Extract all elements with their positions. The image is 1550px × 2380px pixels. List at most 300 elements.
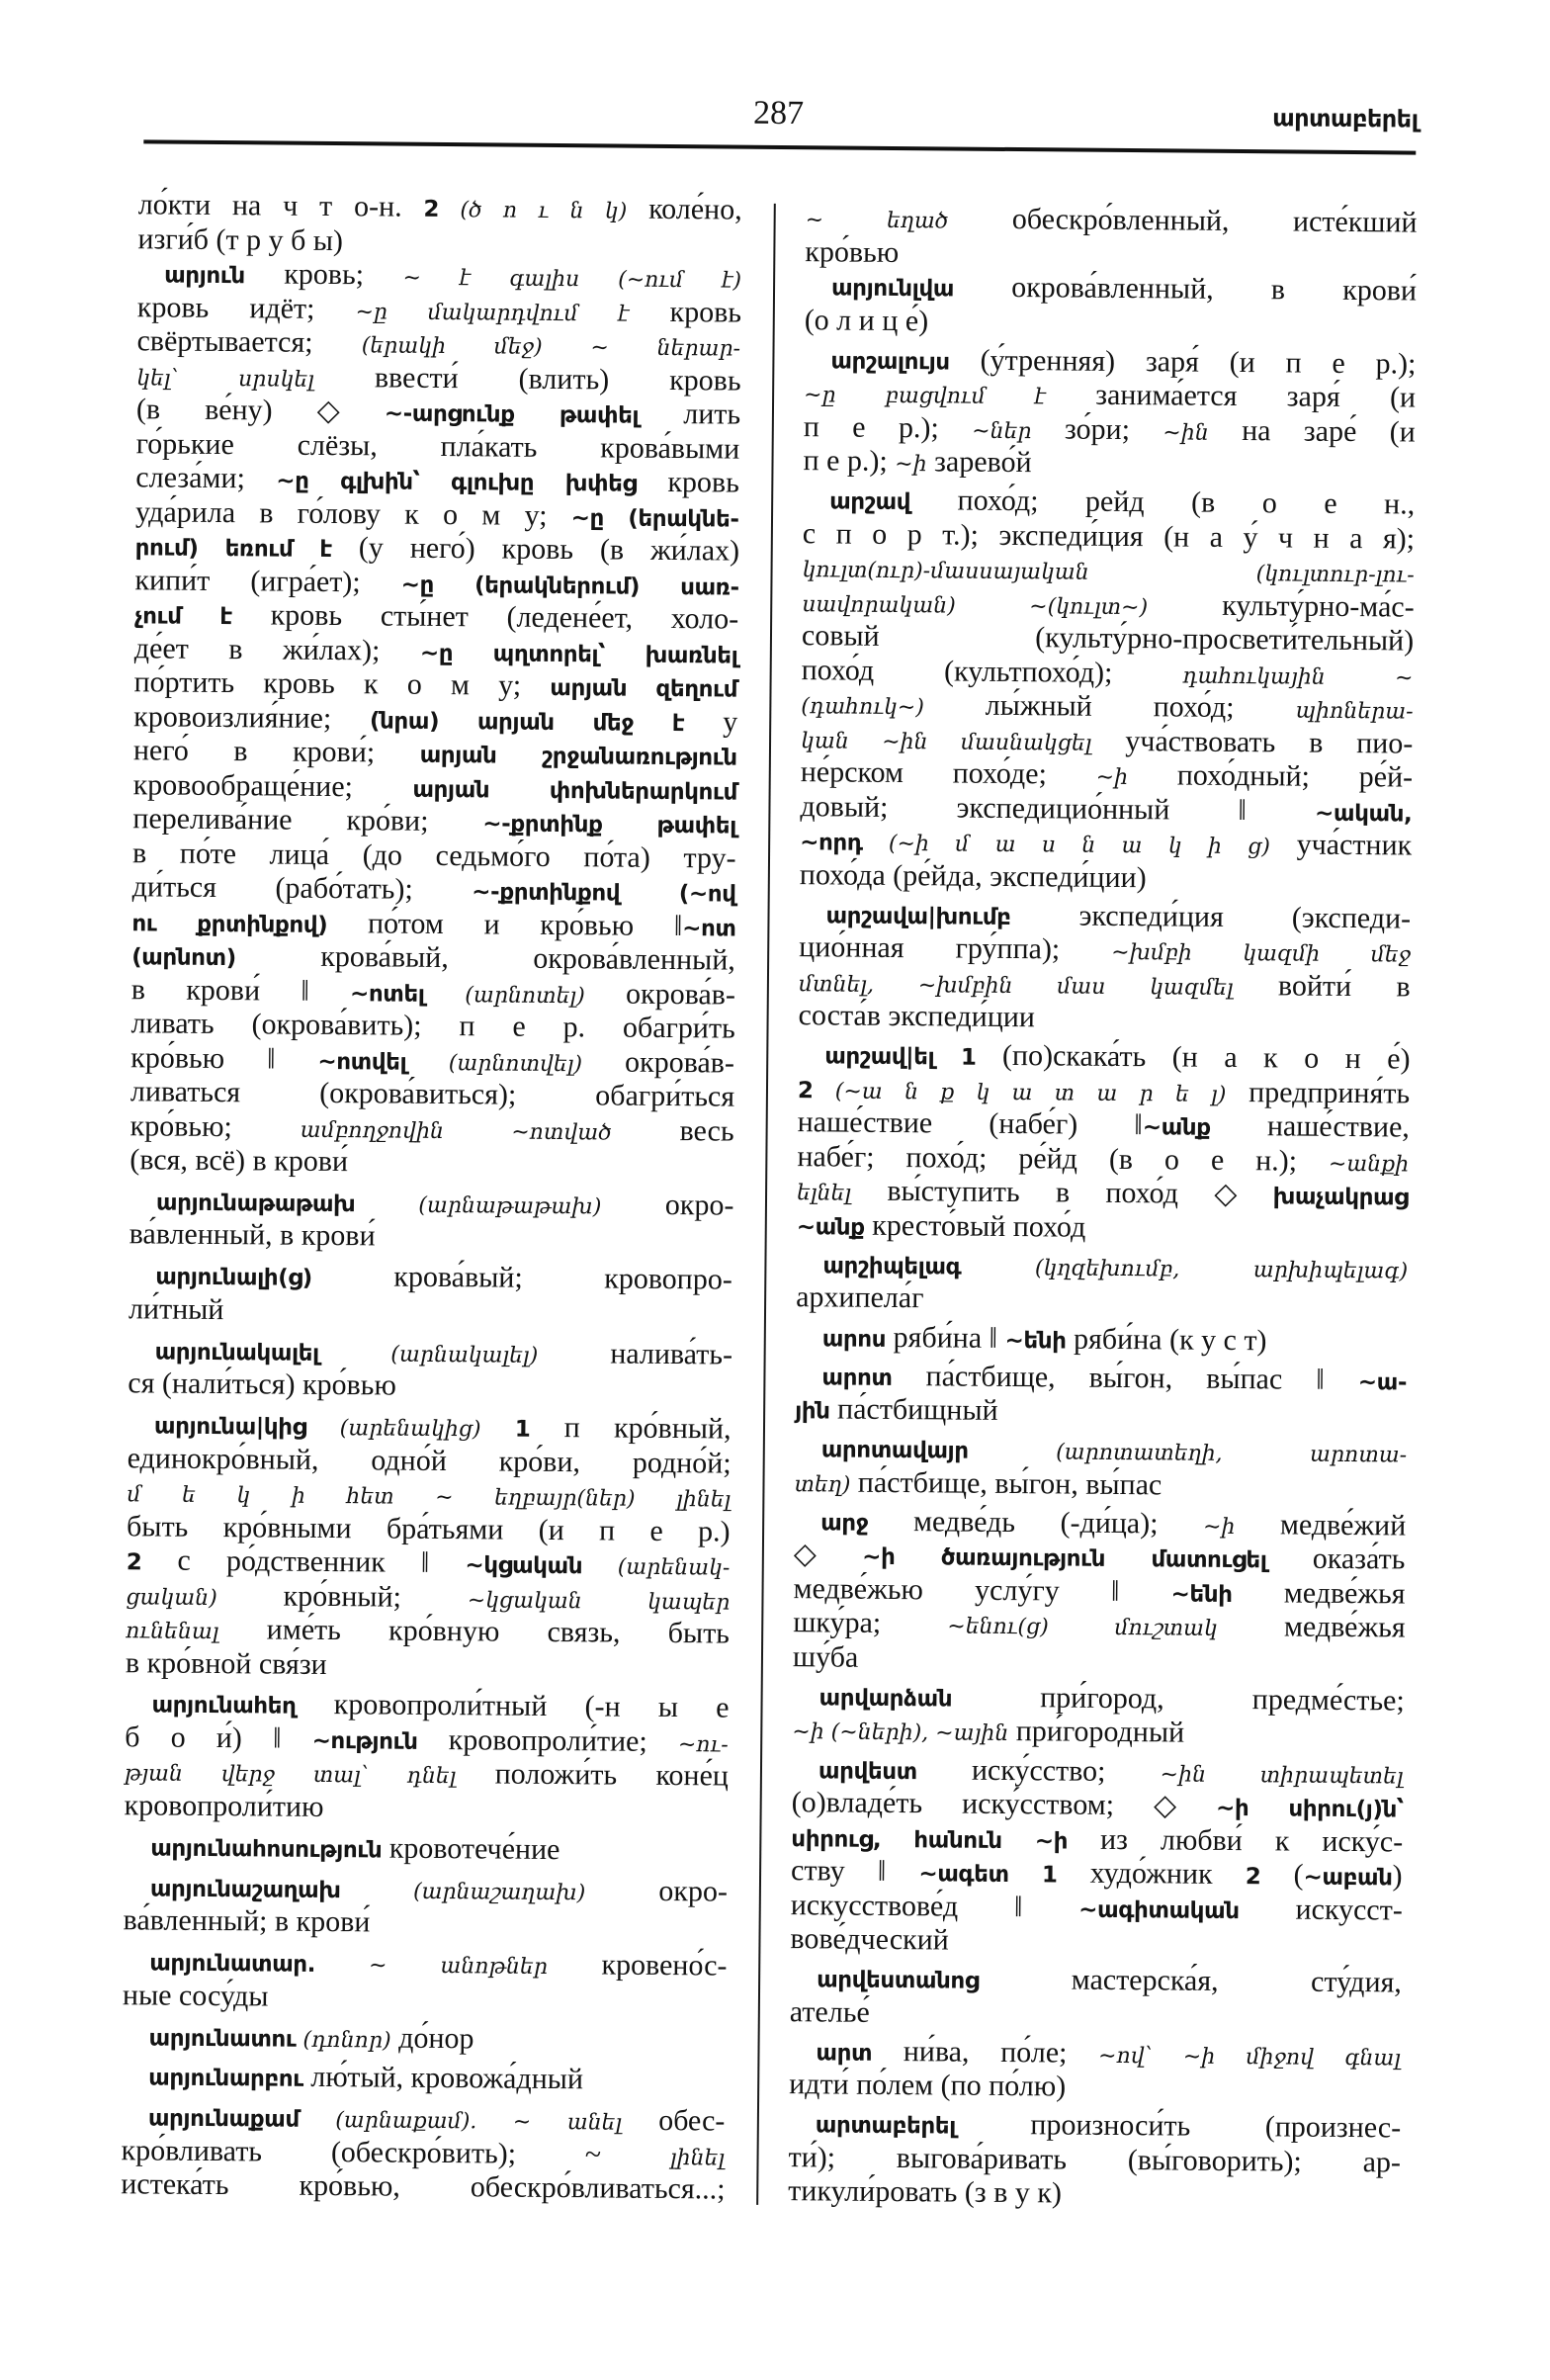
dictionary-entry (123, 1870, 728, 1943)
russian-translation: похо́д (культпохо́д); (801, 653, 1183, 690)
line-text (805, 235, 899, 270)
russian-translation: вы́ступить в похо́д ◇ (850, 1174, 1273, 1211)
russian-translation: ся (нали́ться) кро́вью (128, 1366, 397, 1402)
line-text (793, 1606, 1406, 1648)
entry-line (131, 938, 735, 978)
entry-line (136, 427, 740, 467)
entry-line (135, 529, 739, 569)
russian-translation: кровопроли́тию (124, 1789, 324, 1823)
entry-line (789, 2106, 1401, 2146)
page-number: 287 (752, 94, 805, 132)
russian-translation: медве́жья (1217, 1610, 1406, 1644)
entry-line (802, 585, 1414, 625)
russian-translation: в кро́вной свя́зи (125, 1645, 327, 1681)
entry-line (791, 1854, 1403, 1894)
russian-translation: шу́ба (792, 1639, 859, 1674)
armenian-phrase-bold: սիրուց, հանուն ~ի (791, 1825, 1069, 1855)
line-text (797, 1208, 1086, 1247)
dictionary-entry (124, 1829, 728, 1869)
line-text (793, 1640, 859, 1675)
russian-translation: кровено́с- (547, 1948, 728, 1983)
dictionary-entry (796, 1320, 1408, 1360)
russian-translation: ( (1260, 1858, 1304, 1892)
armenian-phrase-bold: ~ական, (1314, 800, 1413, 828)
russian-translation: искусствове́д ‖ (790, 1888, 1079, 1924)
armenian-phrase-italic: (արնաթաթախ) (355, 1192, 602, 1220)
entry-line (801, 687, 1413, 727)
entry-line (792, 1752, 1404, 1792)
armenian-phrase-italic: ~ի (~ների), ~ային (792, 1719, 1009, 1747)
line-text (798, 999, 1035, 1035)
headword: արյունալի(ց) (155, 1264, 312, 1292)
entry-line (804, 342, 1416, 382)
russian-translation: зо́ри; (1031, 411, 1163, 446)
headword: արյունակալել (154, 1339, 319, 1366)
dictionary-entry (796, 1247, 1409, 1320)
entry-line (136, 324, 740, 364)
armenian-phrase-italic: (դոնոր) (296, 2027, 391, 2054)
entry-line (127, 1510, 731, 1549)
entry-line (128, 1407, 732, 1447)
russian-translation: окро- (601, 1188, 734, 1222)
russian-translation: быть кро́вными бра́тьями (и п е р.) (126, 1509, 731, 1548)
dictionary-entry (792, 1679, 1405, 1752)
russian-translation: (у́тренняя) заря́ (и п е р.); (949, 343, 1417, 381)
armenian-phrase-bold: արյան զեղում (550, 674, 738, 703)
armenian-phrase-italic: ~ներ (972, 418, 1032, 444)
entry-line (797, 1175, 1409, 1214)
armenian-phrase-italic: (դահուկ~) (801, 694, 924, 721)
russian-translation: зарево́й (926, 445, 1032, 480)
line-text (126, 1646, 327, 1682)
russian-translation: не́рском похо́де; (800, 755, 1096, 791)
entry-line (126, 1578, 730, 1618)
line-text (123, 1979, 269, 2014)
headword: արյունատար. (149, 1950, 316, 1979)
armenian-phrase-italic: ~ եղած (805, 208, 949, 234)
armenian-phrase-bold: չում է (134, 603, 233, 631)
russian-translation: окрова́в- (584, 976, 736, 1012)
line-text (788, 2174, 1062, 2211)
dictionary-entry (123, 1944, 728, 2017)
armenian-phrase-italic: ~ է գալիս (~ում է) (402, 265, 742, 294)
russian-translation: ные сосу́ды (122, 1978, 269, 2013)
russian-translation: кро́вный; (216, 1578, 468, 1614)
armenian-phrase-italic: ~ը մակարդվում է (355, 299, 630, 327)
entry-line (131, 905, 735, 944)
russian-translation: архипела́г (796, 1280, 924, 1315)
line-text (150, 1829, 560, 1869)
entry-line (121, 2134, 725, 2173)
russian-translation: име́ть кро́вную связь, быть (218, 1613, 731, 1650)
armenian-phrase-bold: ~ոտվել (317, 1048, 407, 1076)
armenian-phrase-italic: ~ին տիրապետել (1160, 1761, 1404, 1790)
entry-line (802, 654, 1414, 693)
entry-line (129, 1184, 733, 1223)
russian-translation: похо́да (ре́йда, экспеди́ции) (799, 857, 1147, 894)
armenian-phrase-bold: ~-արցունք թափել (384, 400, 640, 429)
russian-translation: культу́рно-ма́с- (1148, 587, 1415, 624)
armenian-phrase-bold: ~-քրտինքով (~ով (472, 879, 736, 908)
russian-translation: (у него́) кровь (в жи́лах) (331, 531, 740, 568)
armenian-phrase-italic: ~ով՝ ~ի միջով գնալ (1098, 2043, 1402, 2071)
russian-translation: занима́ется заря́ (и (1045, 378, 1417, 414)
armenian-phrase-bold: 2 (1245, 1864, 1261, 1891)
entry-line (122, 2019, 726, 2059)
entry-line (801, 722, 1413, 761)
russian-translation: вове́дческий (790, 1922, 949, 1957)
entry-line (133, 700, 737, 740)
armenian-phrase-italic: կել՝ սրսկել (136, 365, 315, 393)
headword: արոտավայր (820, 1437, 969, 1464)
russian-translation: медве́жья (1232, 1575, 1406, 1611)
russian-translation: медве́дь (-ди́ца); (868, 1504, 1204, 1541)
line-text (148, 2019, 474, 2059)
dictionary-entry (790, 1752, 1404, 1962)
armenian-phrase-italic: կուլտ(ուր)-մասսայական (կուլտուր-լու- (802, 558, 1415, 588)
russian-translation: медве́жий (1235, 1507, 1407, 1543)
russian-translation: (о л и ц е́) (804, 303, 929, 337)
entry-line (134, 632, 738, 671)
column-divider (756, 204, 776, 2205)
russian-translation: ству ‖ (790, 1854, 919, 1889)
russian-translation: в по́те лица́ (до седьмо́го по́та) тру- (131, 836, 736, 875)
line-text (129, 1292, 224, 1327)
line-text (123, 1903, 370, 1940)
entry-line (799, 965, 1411, 1005)
russian-translation: соста́в экспеди́ции (798, 999, 1036, 1034)
russian-translation: уча́стник (1269, 828, 1413, 862)
armenian-phrase-italic: ~ին (1162, 419, 1209, 446)
headword: արվարձան (818, 1685, 953, 1713)
armenian-phrase-bold: արյան փոխներարկում (412, 776, 738, 806)
dictionary-entry (788, 2106, 1401, 2214)
armenian-phrase-italic: (երակի մեջ) ~ ներար- (361, 333, 741, 362)
armenian-phrase-bold: ~ը (երակնե- (570, 504, 739, 533)
entry-line (123, 1944, 727, 1983)
armenian-phrase-italic: (~ա ն ք կ ա տ ա ր ե լ) (813, 1079, 1227, 1107)
entry-line (800, 824, 1412, 863)
russian-translation: оказа́ть (1266, 1542, 1406, 1576)
armenian-phrase-italic: տեղ) (794, 1471, 851, 1498)
entry-line (122, 2100, 726, 2140)
line-text (802, 619, 1414, 659)
russian-translation: войти́ в (1233, 968, 1411, 1004)
entry-line (806, 201, 1418, 240)
armenian-phrase-bold: ~ագիտական (1078, 1896, 1240, 1924)
russian-translation: цио́нная гру́ппа); (799, 930, 1112, 967)
guide-word: արտաբերել (1272, 104, 1419, 133)
headword: արջ (820, 1510, 869, 1537)
russian-translation: единокро́вный, одно́й кро́ви, родно́й; (127, 1441, 732, 1480)
line-text (805, 304, 929, 339)
entry-line (131, 973, 735, 1013)
russian-translation: идти́ по́лем (по по́лю) (789, 2068, 1067, 2103)
armenian-phrase-italic: (արնակալել) (318, 1341, 539, 1368)
russian-translation: ввести́ (влить) кровь (313, 360, 741, 397)
entry-line (792, 1786, 1404, 1825)
russian-translation: из любви́ к иску́с- (1067, 1822, 1404, 1859)
entry-line (121, 2168, 725, 2208)
russian-translation: положи́ть коне́ц (456, 1757, 730, 1794)
entry-line (127, 1543, 731, 1583)
armenian-phrase-bold: 1 (480, 1416, 531, 1443)
entry-line (127, 1475, 731, 1515)
armenian-phrase-italic: մ ե կ ի հետ ~ եղբայր(ներ) լինել (127, 1482, 732, 1513)
armenian-phrase-bold: (արնոտ) (131, 944, 236, 972)
line-text (130, 1007, 734, 1046)
line-text (817, 1961, 1402, 2002)
russian-translation: ряби́на (к у с т) (1066, 1322, 1267, 1357)
entry-line (132, 768, 736, 808)
russian-translation: п кро́вный, (530, 1410, 732, 1446)
russian-translation: п е р.); (803, 409, 973, 445)
line-text (790, 1922, 949, 1958)
armenian-phrase-bold: ~ը գլխին՝ գլուխը խփեց (276, 468, 638, 497)
entry-line (789, 2034, 1401, 2073)
armenian-phrase-italic: դահուկային ~ (1182, 663, 1414, 691)
russian-translation: обес- (622, 2103, 726, 2138)
russian-translation: у (684, 704, 738, 739)
line-text (136, 427, 740, 467)
russian-translation: па́стбище, вы́гон, вы́пас (850, 1465, 1162, 1502)
headword: արտաբերել (815, 2112, 956, 2140)
entry-line (126, 1612, 730, 1651)
armenian-phrase-italic: ամբողջովին ~ոտված (300, 1117, 612, 1146)
russian-translation: него́ в крови́; (132, 734, 420, 769)
russian-translation: кро́вливать (обескро́вить); ~ (121, 2134, 671, 2171)
entry-line (130, 1075, 734, 1114)
entry-line (804, 410, 1416, 450)
dictionary-entry (121, 2100, 726, 2208)
line-text (132, 837, 736, 876)
russian-translation: крова́вый; кровопро- (311, 1260, 732, 1296)
russian-translation: мастерска́я, сту́дия, (979, 1962, 1403, 1999)
russian-translation: го́рькие слёзы, пла́кать крова́выми (135, 426, 740, 466)
russian-translation: похо́дный; ре́й- (1127, 758, 1414, 794)
russian-translation: п е р.); (803, 444, 896, 479)
entry-line (799, 897, 1411, 936)
russian-translation: слеза́ми; (135, 461, 277, 495)
russian-translation: коле́но, (627, 192, 742, 226)
russian-translation: крова́вый, окрова́вленный, (235, 939, 735, 977)
entry-line (130, 1007, 734, 1046)
dictionary-entry (129, 256, 741, 1183)
entry-line (795, 1359, 1407, 1398)
left-column (121, 188, 742, 2207)
headword: արշավ|ել (824, 1043, 935, 1071)
entry-line (124, 1829, 728, 1869)
armenian-phrase-bold: ~անք (1142, 1114, 1211, 1142)
russian-translation: кровоизлия́ние; (133, 699, 371, 735)
armenian-phrase-bold: 1 (934, 1044, 977, 1072)
entry-line (788, 2141, 1400, 2180)
dictionary-entry (800, 483, 1416, 897)
entry-line (134, 597, 738, 637)
line-text (129, 1218, 376, 1255)
entry-line (794, 1538, 1406, 1577)
entry-line (135, 461, 739, 500)
russian-translation: кровопроли́тный (-н ы е (296, 1688, 730, 1725)
armenian-phrase-bold: արյան շրջանառություն (419, 742, 737, 771)
dictionary-entry (793, 1504, 1406, 1680)
russian-translation: уда́рила в го́лову к о м у; (134, 494, 571, 532)
russian-translation: весь (611, 1113, 734, 1148)
armenian-phrase-italic: (արենակ- (582, 1554, 731, 1581)
dictionary-entry (129, 1259, 733, 1332)
armenian-phrase-bold: ~ը պղտորել՝ խառնել (419, 640, 738, 669)
entry-line (138, 188, 742, 227)
headword: արշավ (829, 488, 911, 516)
headword: արյունահեղ (151, 1692, 297, 1720)
entry-line (129, 1259, 732, 1298)
armenian-phrase-bold: ~ա- (1357, 1368, 1408, 1396)
russian-translation: окро- (585, 1874, 729, 1908)
headword: արյունարբու (148, 2065, 303, 2093)
entry-line (125, 1687, 729, 1726)
line-text (792, 1714, 1184, 1754)
russian-translation: (в ве́ну) ◇ (135, 393, 385, 428)
russian-translation: кровь; (244, 257, 403, 292)
entry-line (793, 1606, 1405, 1645)
russian-translation: шку́ра; (793, 1606, 948, 1640)
headword: արշիպելագ (822, 1253, 962, 1280)
armenian-phrase-italic: (արոտատեղի, արոտա- (968, 1439, 1408, 1468)
armenian-phrase-italic: ~ու- (677, 1732, 729, 1758)
russian-translation: худо́жник (1057, 1856, 1246, 1892)
entry-line (801, 755, 1413, 795)
armenian-phrase-bold: ~ի ծառայություն մատուցել (862, 1544, 1267, 1574)
dictionary-entry (794, 1431, 1407, 1504)
russian-translation: кро́вью (805, 234, 900, 269)
headword: արշավա|խումբ (825, 903, 1011, 930)
dictionary-entry (126, 1407, 732, 1685)
russian-translation: предприня́ть (1226, 1075, 1411, 1110)
russian-translation: ва́вленный, в крови́ (129, 1217, 376, 1253)
armenian-phrase-italic: (կղզեխումբ, արխիպելագ) (961, 1255, 1409, 1284)
armenian-phrase-italic: ցական) (126, 1584, 217, 1611)
dictionary-entry (795, 1359, 1408, 1432)
russian-translation: наше́ствие (набе́г) ‖ (797, 1105, 1143, 1142)
russian-translation: довый; экспедицио́нный ‖ (800, 789, 1316, 828)
armenian-phrase-italic: ~խմբի կազմի մեջ (1111, 940, 1412, 968)
armenian-phrase-italic: ~ անոթներ (314, 1953, 549, 1981)
entry-line (133, 665, 737, 705)
entry-line (797, 1140, 1409, 1180)
entry-line (132, 802, 736, 841)
armenian-phrase-italic: (արնաքամ). ~ անել (299, 2108, 623, 2136)
headword: արոս (821, 1325, 887, 1353)
russian-translation: кипи́т (игра́ет); (134, 563, 401, 599)
armenian-phrase-bold: ~ենի (1004, 1327, 1067, 1355)
entry-line (805, 269, 1417, 309)
entry-line (798, 1106, 1410, 1146)
line-text (137, 222, 343, 258)
russian-translation: ливаться (окрова́виться); обагри́ться (129, 1075, 735, 1113)
line-text (800, 858, 1147, 896)
line-text (796, 1281, 924, 1317)
line-text (822, 1320, 1267, 1360)
entry-line (132, 837, 736, 876)
armenian-phrase-italic: թյան վերջ տալ՝ դնել (124, 1761, 457, 1790)
armenian-phrase-bold: րում) եռում է (134, 535, 333, 564)
armenian-phrase-italic: (արնոտվել) (406, 1050, 583, 1077)
entry-line (802, 619, 1414, 659)
russian-translation: кро́вью; (129, 1108, 301, 1144)
dictionary-entry (124, 1687, 729, 1828)
russian-translation: ва́вленный; в крови́ (123, 1903, 371, 1939)
line-text (124, 1789, 323, 1824)
russian-translation: по́ртить кровь к о м у; (133, 665, 551, 702)
armenian-phrase-bold: ~կցական (465, 1552, 583, 1580)
russian-translation: произноси́ть (произнес- (955, 2107, 1402, 2145)
armenian-phrase-bold: ~ը (երակներում) սառ- (400, 572, 739, 601)
entry-line (122, 2060, 726, 2099)
entry-line (796, 1320, 1408, 1360)
line-text (803, 444, 1031, 484)
russian-translation: похо́д; рейд (в о е н., (909, 484, 1416, 521)
entry-line (791, 1889, 1403, 1928)
armenian-phrase-bold: (նրա) արյան մեջ է (369, 707, 685, 737)
russian-translation: ◇ (793, 1538, 863, 1572)
headword: արոտ (821, 1365, 893, 1391)
russian-translation: ателье́ (789, 1994, 870, 2029)
armenian-phrase-italic: պիոներա- (1295, 698, 1414, 725)
entry-line (799, 930, 1411, 970)
line-text (130, 1075, 734, 1114)
russian-translation: кровь (636, 465, 739, 499)
russian-translation: ти́); выгова́ривать (вы́говорить); ар- (788, 2140, 1402, 2179)
entry-line (793, 1572, 1405, 1612)
russian-translation: кровотече́ние (382, 1831, 560, 1866)
russian-translation: изги́б (т р у б ы) (137, 221, 344, 257)
dictionary-entry (805, 201, 1418, 274)
russian-translation: искусст- (1239, 1892, 1403, 1927)
russian-translation: лы́жный похо́д; (923, 688, 1296, 725)
dictionary-entry (128, 1333, 732, 1406)
line-text (121, 2168, 726, 2208)
armenian-phrase-bold: ~ոտել (350, 980, 425, 1008)
armenian-phrase-bold: ~ություն (311, 1727, 418, 1755)
russian-translation: окрова́вленный, в крови́ (953, 270, 1418, 308)
headword: արտ (816, 2040, 873, 2067)
dictionary-entry (122, 2019, 726, 2059)
entry-line (798, 1072, 1410, 1111)
line-text (148, 2060, 583, 2099)
entry-line (125, 1755, 729, 1795)
line-text (795, 1392, 998, 1430)
armenian-phrase-bold: ~-քրտինք թափել (482, 811, 736, 839)
dictionary-entry (805, 269, 1418, 342)
entry-line (804, 376, 1416, 415)
armenian-phrase-italic: (արնաշաղախ) (340, 1878, 586, 1906)
russian-translation: на заре́ (и (1208, 413, 1416, 449)
armenian-phrase-italic: ունենալ (126, 1619, 219, 1645)
headword: արյունատու (148, 2024, 297, 2053)
line-text (128, 1442, 732, 1481)
dictionary-entry (129, 1184, 734, 1257)
armenian-phrase-bold: յին (795, 1398, 830, 1425)
headword: արյունա|կից (153, 1413, 307, 1441)
line-text (794, 1465, 1162, 1506)
line-text (803, 517, 1415, 557)
russian-translation: кровопроли́тие; (417, 1722, 679, 1759)
line-text (790, 1995, 870, 2030)
entry-line (132, 870, 736, 910)
russian-translation: перелива́ние кро́ви; (132, 802, 483, 838)
armenian-phrase-italic: ~ենու(ց) մուշտակ (947, 1614, 1218, 1642)
russian-translation: па́стбище, вы́гон, вы́пас ‖ (892, 1359, 1359, 1396)
